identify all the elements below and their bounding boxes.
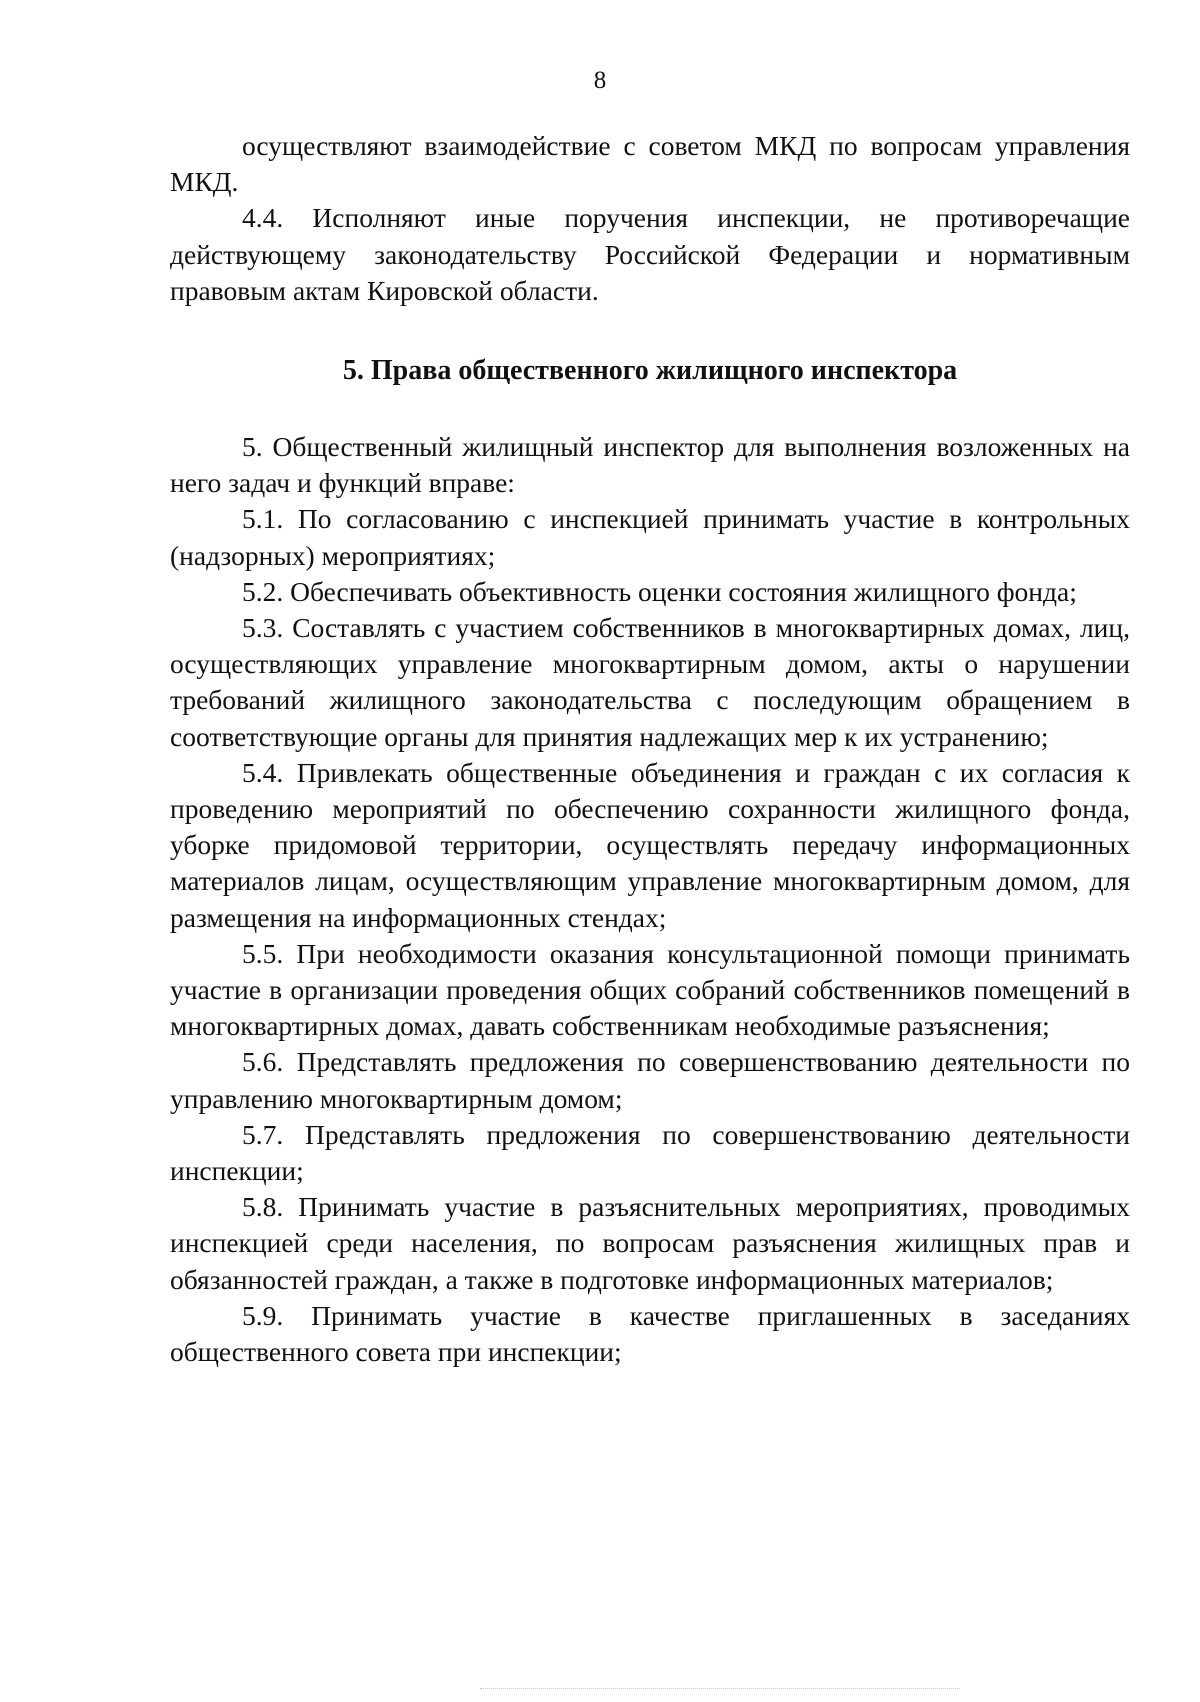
section-intro: 5. Общественный жилищный инспектор для выполнения возложенных на него задач и функций вправе:	[170, 431, 1130, 499]
section-heading: 5. Права общественного жилищного инспектора	[342, 355, 958, 387]
list-item-5-5: 5.5. При необходимости оказания консультационной помощи принимать участие в организации проведения общих собраний собственников помещений в многоквартирных домах, давать собственникам необходимые разъяснения;	[170, 937, 1130, 1042]
list-item-5-3: 5.3. Составлять с участием собственников в многоквартирных домах, лиц, осуществляющих управление многоквартирным домом, акты о нарушении требований жилищного законодательства с последующим обращением в соответствующие органы для принятия надлежащих мер к их устранению;	[170, 612, 1130, 752]
paragraph-4-4: 4.4. Исполняют иные поручения инспекции, не противоречащие действующему законодательству Российской Федерации и нормативным правовым актам Кировской области.	[170, 202, 1130, 306]
list-item-5-8: 5.8. Принимать участие в разъяснительных мероприятиях, проводимых инспекцией среди населения, по вопросам разъяснения жилищных прав и обязанностей граждан, а также в подготовке информационных материалов;	[170, 1191, 1130, 1295]
list-item-5-2: 5.2. Обеспечивать объективность оценки состояния жилищного фонда;	[242, 575, 1077, 607]
list-item-5-7: 5.7. Представлять предложения по совершенствованию деятельности инспекции;	[170, 1118, 1130, 1187]
list-item-5-1: 5.1. По согласованию с инспекцией принимать участие в контрольных (надзорных) мероприятиях;	[170, 503, 1130, 571]
list-item-5-9: 5.9. Принимать участие в качестве приглашенных в заседаниях общественного совета при инспекции;	[170, 1299, 1130, 1368]
scan-artifact-marks	[480, 1688, 960, 1692]
paragraph-continuation: осуществляют взаимодействие с советом МКД по вопросам управления МКД.	[170, 130, 1130, 198]
document-body	[170, 128, 1130, 1370]
list-item-5-6: 5.6. Представлять предложения по совершенствованию деятельности по управлению многоквартирным домом;	[170, 1046, 1130, 1114]
page-number: 8	[593, 67, 607, 94]
list-item-5-4: 5.4. Привлекать общественные объединения и граждан с их согласия к проведению мероприятий по обеспечению сохранности жилищного фонда, уборке придомовой территории, осуществлять передачу информационных материалов лицам, осуществляющим управление многоквартирным домом, для размещения на информационных стендах;	[170, 756, 1130, 933]
